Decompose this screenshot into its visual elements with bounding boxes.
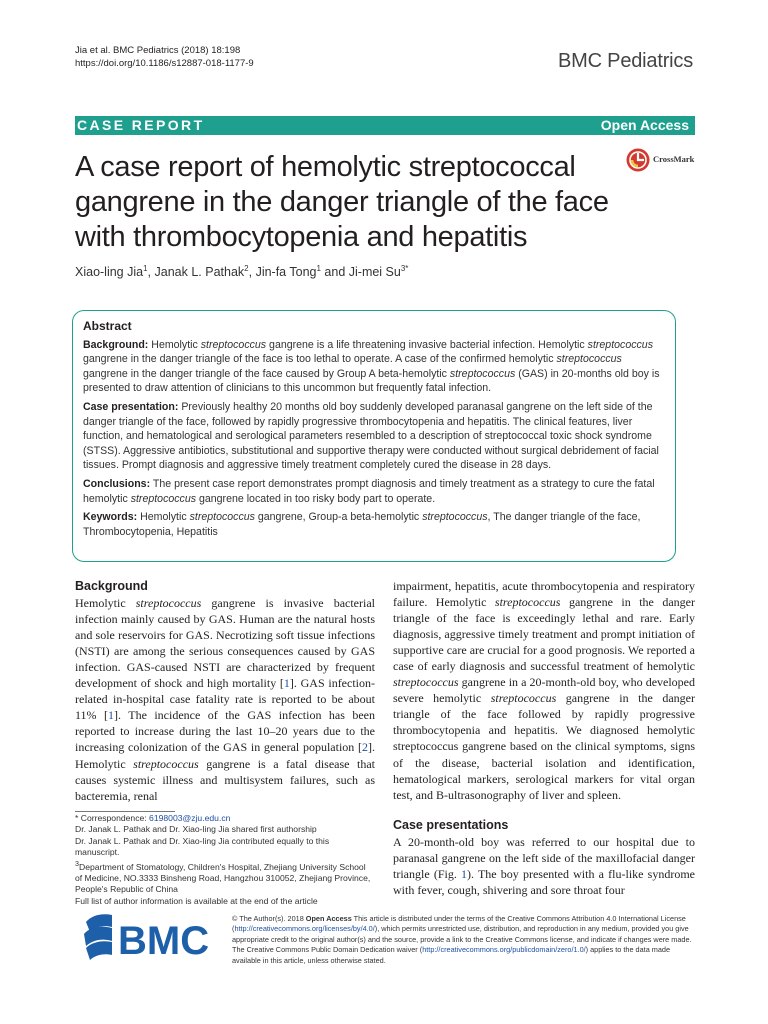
license-open-access: Open Access bbox=[305, 914, 352, 923]
abstract-keywords bbox=[83, 510, 665, 539]
section-label: Background: bbox=[83, 338, 149, 351]
footnote-line: Full list of author information is available at the end of the article bbox=[75, 895, 318, 906]
license-text: ), which permits unrestricted use, distribution, and reproduction in any medium, provided you give appropriate credit to the original author(s) and the source, provide a link to the Creative Commons license, and indicate if changes were made. The Creative Commons Public Domain Dedication waiver ( bbox=[232, 924, 692, 955]
bmc-logo-text: BMC bbox=[118, 919, 210, 963]
article-type-banner bbox=[75, 116, 695, 135]
italic-term: streptococcus bbox=[422, 511, 488, 524]
italic-term: streptococcus bbox=[556, 353, 622, 366]
background-paragraph: Hemolytic streptococcus gangrene is invasive bacterial infection mainly caused by GAS. Human are the natural hosts and sole reservoirs for GAS. Necrotizing soft tissue infections (NSTI) are among the serious consequences caused by GAS infection. GAS-caused NSTI are characterized by frequent development of shock and high mortality [1]. GAS infection-related in-hospital case fatality rate is reported to be about 11% [1]. The incidence of the GAS infection has been reported to increase during the last 10–20 years due to the increasing colonization of the GAS in general population [2]. Hemolytic streptococcus gangrene is a fatal disease that causes systemic illness and multisystem failures, such as bacteremia, renal bbox=[75, 596, 375, 803]
author-affiliation-sup: 2 bbox=[244, 264, 249, 273]
italic-term: streptococcus bbox=[587, 338, 653, 351]
abstract-box bbox=[72, 310, 676, 562]
case-presentations-paragraph: A 20-month-old boy was referred to our hospital due to paranasal gangrene on the left side of the maxillofacial danger triangle (Fig. 1). The boy presented with a flu-like syndrome with fever, cough, shivering and sore throat four bbox=[393, 834, 695, 897]
abstract-background bbox=[83, 338, 665, 396]
footnotes bbox=[75, 813, 375, 907]
citation-link[interactable]: 2 bbox=[362, 740, 368, 755]
license-statement bbox=[232, 914, 695, 966]
title-line: A case report of hemolytic streptococcal bbox=[75, 151, 576, 183]
author-affiliation-sup: 1 bbox=[143, 264, 148, 273]
abstract-case-presentation bbox=[83, 400, 665, 473]
article-title bbox=[75, 150, 635, 255]
footnote-divider bbox=[75, 811, 175, 812]
italic-term: streptococcus bbox=[189, 511, 255, 524]
author-name: Jin-fa Tong bbox=[255, 265, 317, 280]
crossmark-label[interactable]: CrossMark bbox=[653, 154, 695, 164]
keywords-text: Hemolytic streptococcus gangrene, Group-a beta-hemolytic streptococcus, The danger triangle of the face, Thrombocytopenia, Hepatitis bbox=[83, 511, 641, 538]
author-affiliation-sup: 3* bbox=[400, 264, 409, 273]
author-separator: and bbox=[320, 265, 349, 280]
case-presentations-heading: Case presentations bbox=[393, 817, 509, 832]
figure-ref-link[interactable]: 1 bbox=[461, 866, 468, 881]
author-affiliation-sup: 1 bbox=[316, 264, 321, 273]
license-text: This article is distributed under the terms of the Creative Commons Attribution 4.0 International License ( bbox=[232, 914, 686, 934]
affiliation-line bbox=[75, 859, 375, 896]
author-name: Janak L. Pathak bbox=[154, 265, 245, 280]
author-name: Ji-mei Su bbox=[348, 265, 401, 280]
open-access-label: Open Access bbox=[600, 117, 689, 133]
license-text: ) applies to the data made available in this article, unless otherwise stated. bbox=[232, 945, 671, 965]
correspondence-line bbox=[75, 813, 375, 824]
left-column bbox=[75, 578, 375, 804]
citation-link[interactable]: 1 bbox=[283, 676, 290, 691]
article-type-label: CASE REPORT bbox=[77, 117, 205, 133]
italic-term: streptococcus bbox=[133, 756, 199, 771]
citation-line: Jia et al. BMC Pediatrics (2018) 18:198 bbox=[75, 45, 241, 56]
footnote-line: Dr. Janak L. Pathak and Dr. Xiao-ling Jia contributed equally to this manuscript. bbox=[75, 835, 330, 858]
bmc-logo bbox=[82, 912, 222, 964]
italic-term: streptococcus bbox=[135, 596, 202, 611]
cc-zero-waiver-link[interactable]: http://creativecommons.org/publicdomain/zero/1.0/ bbox=[422, 945, 586, 955]
title-line: gangrene in the danger triangle of the face bbox=[75, 186, 609, 218]
author-separator: , bbox=[248, 265, 256, 280]
citation-block bbox=[75, 44, 254, 70]
affiliation-text: Department of Stomatology, Children's Hospital, Zhejiang University School of Medicine, NO.3333 Binsheng Road, Hangzhou 310052, Zhejiang Province, People's Republic of China bbox=[75, 861, 371, 895]
citation-link[interactable]: 1 bbox=[108, 708, 114, 723]
author-separator: , bbox=[147, 265, 155, 280]
title-line: with thrombocytopenia and hepatitis bbox=[75, 221, 528, 253]
abstract-case-text: Previously healthy 20 months old boy suddenly developed paranasal gangrene on the left side of the danger triangle of the face, followed by rapidly progressive thrombocytopenia and hepatitis. The clinical features, liver function, and hematological and serological parameters resembled to a description of streptococcal toxic shock syndrome (STSS). Aggressive antibiotics, substitutional and supportive therapy were conducted without surgical debridement of facial tissues. Prompt diagnosis and aggressive timely treatment completely cured the disease in 28 days. bbox=[83, 400, 659, 472]
abstract-conclusions bbox=[83, 477, 665, 506]
affiliation-sup: 3 bbox=[75, 859, 79, 868]
italic-term: streptococcus bbox=[200, 338, 267, 351]
italic-term: streptococcus bbox=[490, 691, 557, 706]
section-label: Case presentation: bbox=[83, 400, 179, 413]
section-label: Conclusions: bbox=[83, 477, 151, 490]
license-text: © The Author(s). 2018 bbox=[232, 914, 306, 923]
abstract-conclusions-text: The present case report demonstrates prompt diagnosis and timely treatment as a strategy to cure the fatal hemolytic streptococcus gangrene located in too risky body part to operate. bbox=[83, 477, 655, 505]
author-list bbox=[75, 264, 408, 279]
footnote-line: Dr. Janak L. Pathak and Dr. Xiao-ling Jia shared first authorship bbox=[75, 824, 317, 835]
background-heading: Background bbox=[75, 579, 148, 593]
right-column bbox=[393, 578, 695, 898]
background-continuation: impairment, hepatitis, acute thrombocytopenia and respiratory failure. Hemolytic streptococcus gangrene in the danger triangle of the face is exceedingly lethal and rare. Early diagnosis, aggressive timely treatment and prompt initiation of supportive care are crucial for a good prognosis. We reported a case of early diagnosis and successful treatment of hemolytic streptococcus gangrene in a 20-month-old boy, who developed severe hemolytic streptococcus gangrene in the danger triangle of the face followed by rapidly progressive thrombocytopenia and hepatitis. We diagnosed hemolytic streptococcus gangrene based on the clinical symptoms, signs of the disease, bacterial isolation and identification, hematological markers, serological markers for vital organ test, and B-ultrasonography of liver and spleen. bbox=[393, 579, 695, 802]
correspondence-label: * Correspondence: bbox=[75, 813, 150, 823]
italic-term: streptococcus bbox=[494, 595, 561, 610]
correspondence-email-link[interactable]: 6198003@zju.edu.cn bbox=[149, 813, 231, 823]
italic-term: streptococcus bbox=[393, 675, 459, 690]
journal-name: BMC Pediatrics bbox=[557, 50, 693, 72]
section-label: Keywords: bbox=[83, 511, 138, 524]
abstract-background-text: Hemolytic streptococcus gangrene is a life threatening invasive bacterial infection. Hemolytic streptococcus gangrene in the danger triangle of the face is too lethal to operate. A case of the confirmed hemolytic streptococcus gangrene in the danger triangle of the face caused by Group A beta-hemolytic streptococcus (GAS) in 20-months old boy is presented to draw attention of clinicians to this uncommon but frequently fatal infection. bbox=[83, 338, 660, 395]
doi-link[interactable]: https://doi.org/10.1186/s12887-018-1177-9 bbox=[75, 58, 254, 69]
cc-by-license-link[interactable]: http://creativecommons.org/licenses/by/4.0/ bbox=[234, 924, 375, 934]
italic-term: streptococcus bbox=[130, 492, 197, 505]
author-name: Xiao-ling Jia bbox=[75, 265, 144, 280]
abstract-heading: Abstract bbox=[83, 319, 132, 333]
italic-term: streptococcus bbox=[449, 367, 516, 380]
